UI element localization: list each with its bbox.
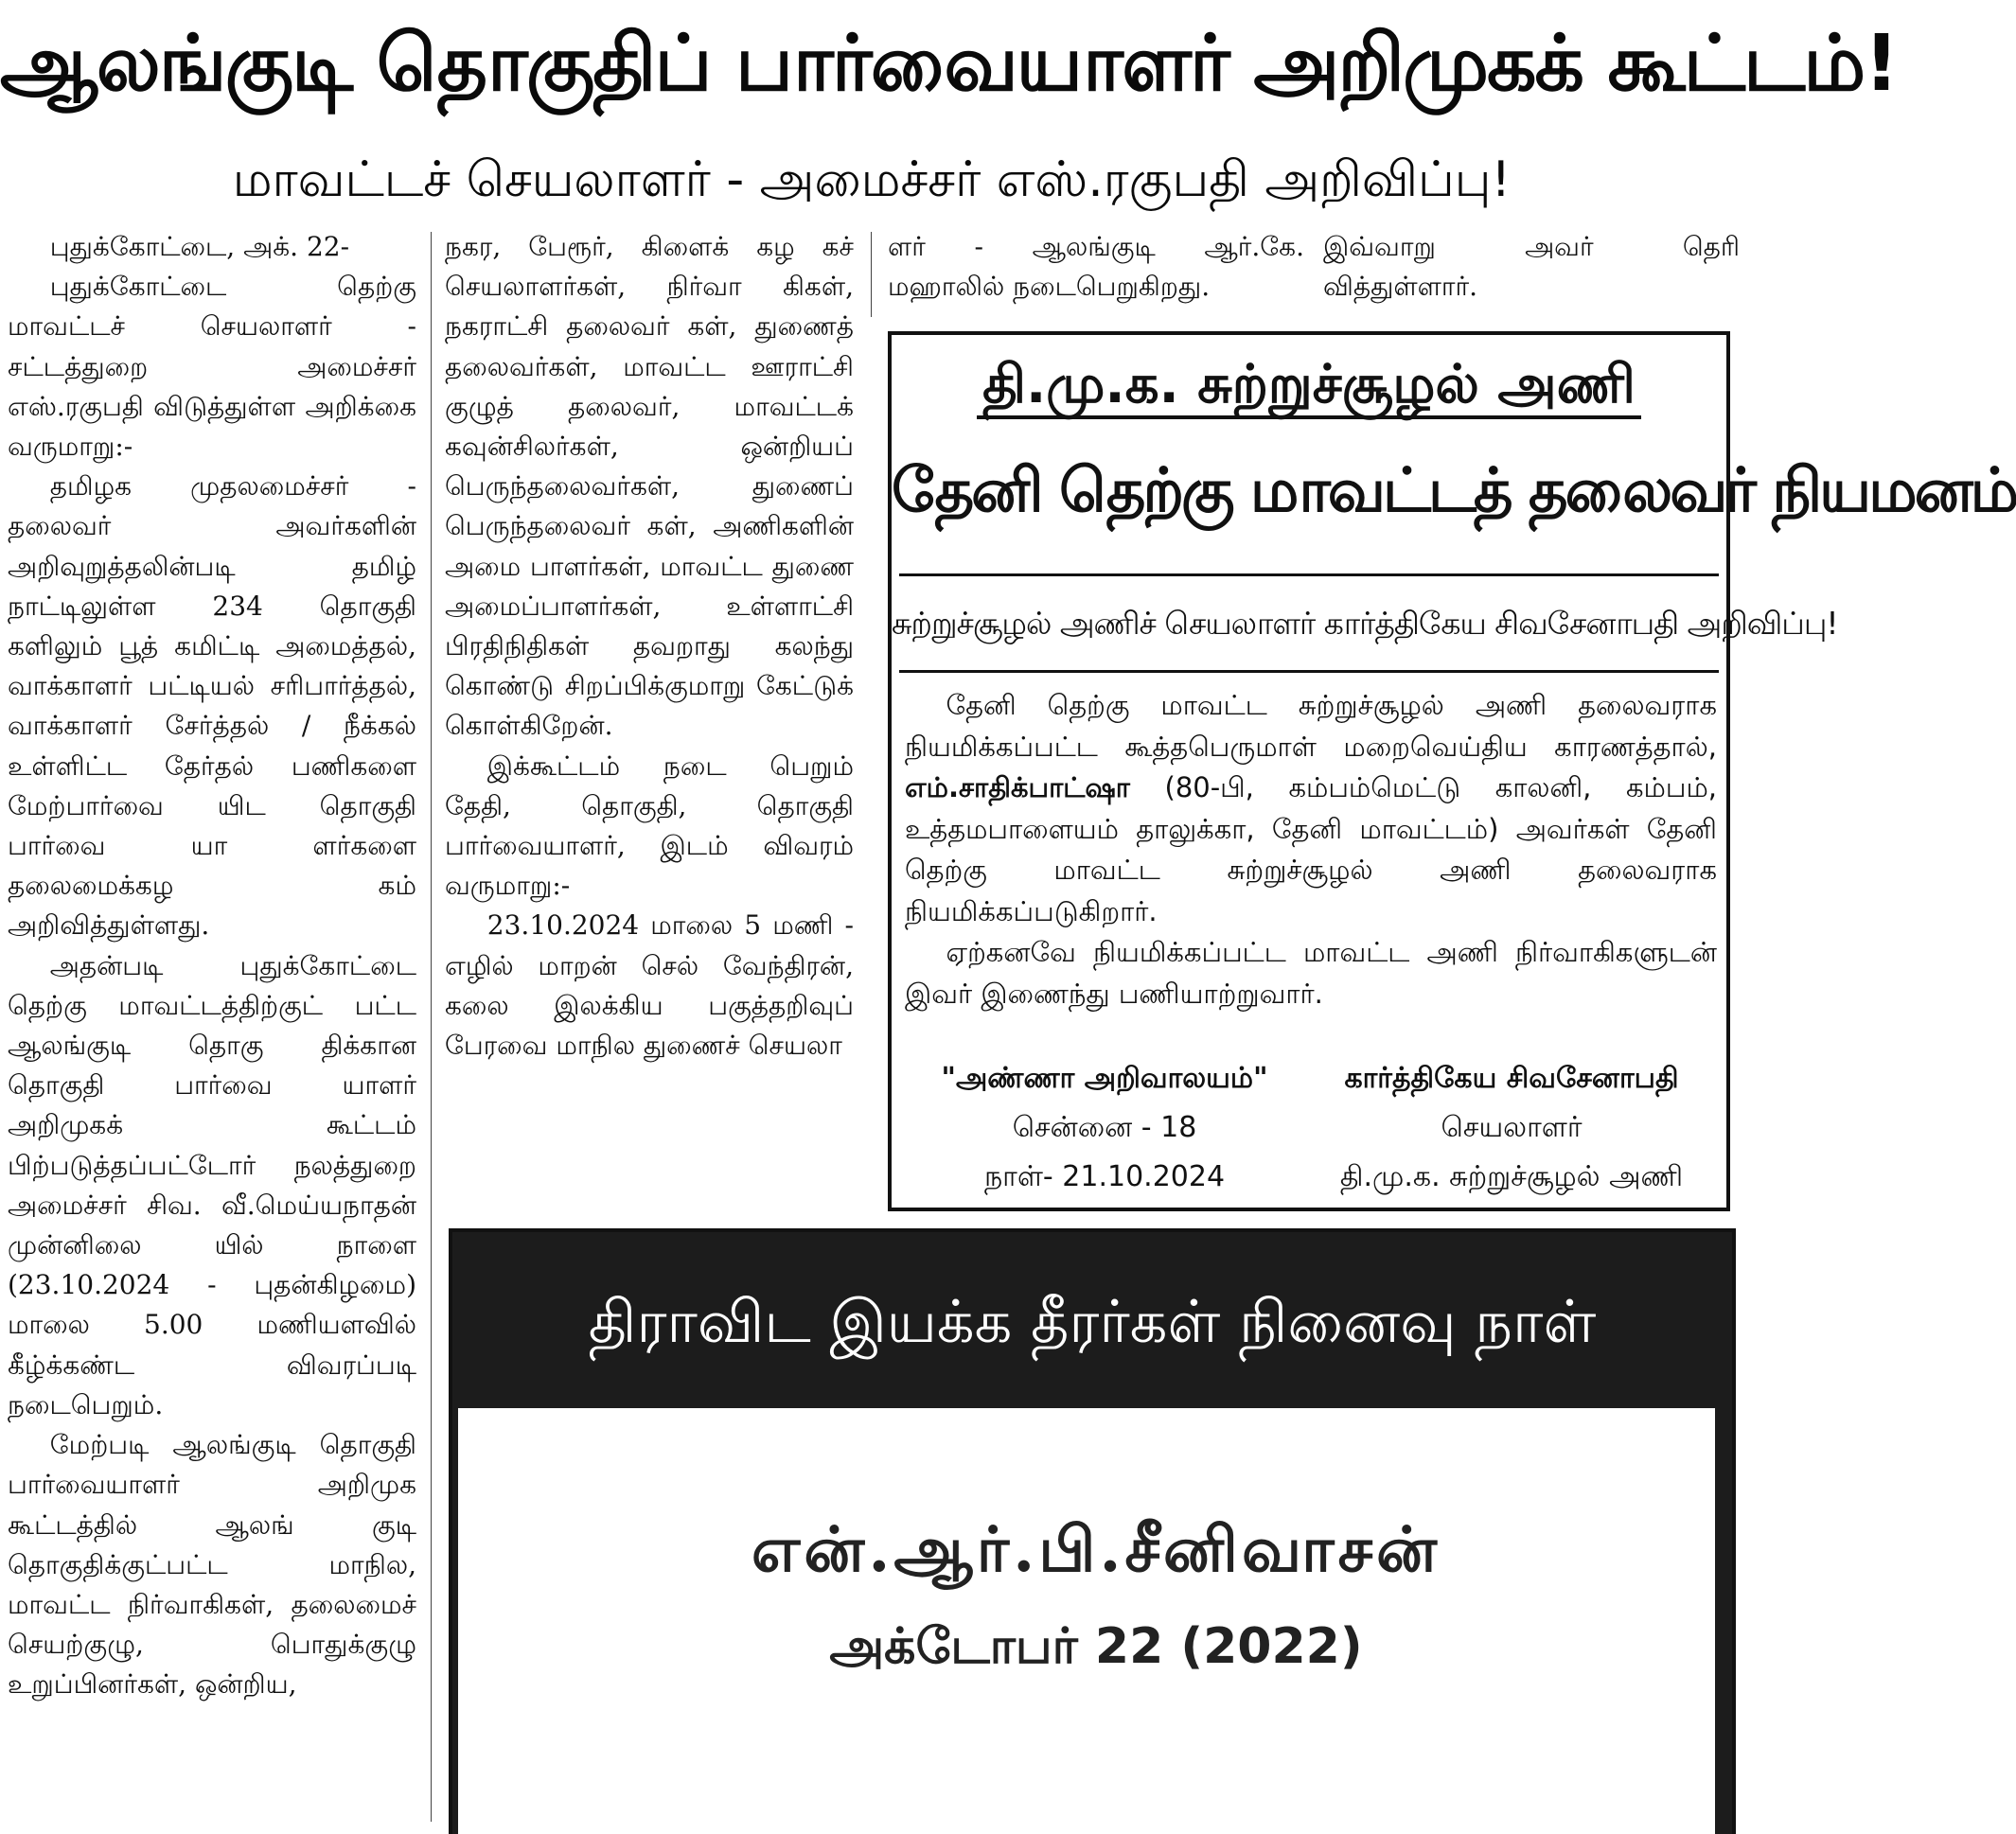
article-paragraph: இக்கூட்டம் நடை பெறும் தேதி, தொகுதி, தொகுதி பார்வையாளர், இடம் விவரம் வருமாறு:- bbox=[445, 749, 854, 902]
article-paragraph: நகர, பேரூர், கிளைக் கழ கச் செயலாளர்கள், நிர்வா கிகள், நகராட்சி தலைவர் கள், துணைத் தலைவர்கள், மாவட்ட ஊராட்சி குழுத் தலைவர், மாவட்டக் கவுன்சிலர்கள், ஒன்றியப் பெருந்தலைவர்கள், துணைப் பெருந்தலைவர் கள், அணிகளின் அமை பாளர்கள், மாவட்ட துணை அமைப்பாளர்கள், உள்ளாட்சி பிரதிநிதிகள் தவறாது கலந்து கொண்டு சிறப்பிக்குமாறு கேட்டுக் கொள்கிறேன். bbox=[445, 231, 854, 742]
place-name: "அண்ணா அறிவாலயம்" bbox=[941, 1062, 1268, 1095]
notice-divider bbox=[899, 670, 1719, 673]
subheadline: மாவட்டச் செயலாளர் - அமைச்சர் எஸ்.ரகுபதி அறிவிப்பு! bbox=[232, 151, 1512, 208]
article-dateline: புதுக்கோட்டை, அக். 22- bbox=[49, 231, 350, 262]
notice-title-text: தி.மு.க. சுற்றுச்சூழல் அணி bbox=[977, 354, 1641, 419]
notice-box bbox=[888, 331, 2016, 1211]
signatory-org: தி.மு.க. சுற்றுச்சூழல் அணி bbox=[1339, 1160, 1684, 1193]
memorial-date: அக்டோபர் 22 (2022) bbox=[829, 1618, 1363, 1675]
headline: ஆலங்குடி தொகுதிப் பார்வையாளர் அறிமுகக் கூட்டம்! bbox=[0, 19, 1898, 109]
notice-place-date bbox=[901, 1054, 1308, 1202]
memorial-banner bbox=[452, 1232, 1732, 1408]
place-city: சென்னை - 18 bbox=[1012, 1111, 1197, 1144]
article-column-3 bbox=[888, 227, 1740, 312]
notice-paragraph bbox=[905, 685, 1717, 932]
notice-divider bbox=[899, 573, 1719, 576]
article-paragraph: அதன்படி புதுக்கோட்டை தெற்கு மாவட்டத்திற்குட் பட்ட ஆலங்குடி தொகு திக்கான தொகுதி பார்வை யாளர் அறிமுகக் கூட்டம் பிற்படுத்தப்பட்டோர் நலத்துறை அமைச்சர் சிவ. வீ.மெய்யநாதன் முன்னிலை யில் நாளை (23.10.2024 - புதன்கிழமை) மாலை 5.00 மணியளவில் கீழ்க்கண்ட விவரப்படி நடைபெறும். bbox=[8, 949, 416, 1420]
notice-paragraph: ஏற்கனவே நியமிக்கப்பட்ட மாவட்ட அணி நிர்வாகிகளுடன் இவர் இணைந்து பணியாற்றுவார். bbox=[905, 936, 1717, 1010]
appointee-name: எம்.சாதிக்பாட்ஷா bbox=[905, 771, 1130, 803]
notice-subtitle: சுற்றுச்சூழல் அணிச் செயலாளர் கார்த்திகேய சிவசேனாபதி அறிவிப்பு! bbox=[892, 605, 1838, 642]
article-column-1 bbox=[8, 227, 416, 1826]
column-divider bbox=[431, 232, 432, 1822]
notice-date: நாள்- 21.10.2024 bbox=[983, 1160, 1226, 1193]
notice-body bbox=[905, 685, 1717, 1014]
column-divider bbox=[871, 232, 872, 317]
article-paragraph: இவ்வாறு அவர் தெரி வித்துள்ளார். bbox=[1323, 231, 1740, 302]
article-paragraph: மேற்படி ஆலங்குடி தொகுதி பார்வையாளர் அறிமுக கூட்டத்தில் ஆலங் குடி தொகுதிக்குட்பட்ட மாநில, மாவட்ட நிர்வாகிகள், தலைமைச் செயற்குழு, பொதுக்குழு உறுப்பினர்கள், ஒன்றிய, bbox=[8, 1429, 416, 1701]
notice-text: (80-பி, கம்பம்மெட்டு காலனி, கம்பம், உத்தமபாளையம் தாலுக்கா, தேனி மாவட்டம்) அவர்கள் தேனி தெற்கு மாவட்ட சுற்றுச்சூழல் அணி தலைவராக நியமிக்கப்படுகிறார். bbox=[905, 771, 1717, 927]
signatory-name: கார்த்திகேய சிவசேனாபதி bbox=[1344, 1062, 1679, 1095]
notice-title bbox=[892, 352, 1726, 418]
notice-signature bbox=[1308, 1054, 1715, 1202]
memorial-box bbox=[449, 1228, 1736, 1834]
article-paragraph: புதுக்கோட்டை தெற்கு மாவட்டச் செயலாளர் - சட்டத்துறை அமைச்சர் எஸ்.ரகுபதி விடுத்துள்ள அறிக்கை வருமாறு:- bbox=[8, 271, 416, 463]
signatory-title: செயலாளர் bbox=[1441, 1111, 1583, 1144]
memorial-name: என்.ஆர்.பி.சீனிவாசன் bbox=[751, 1512, 1441, 1586]
article-paragraph: 23.10.2024 மாலை 5 மணி - எழில் மாறன் செல் வேந்திரன், கலை இலக்கிய பகுத்தறிவுப் பேரவை மாநில துணைச் செயலா bbox=[445, 909, 854, 1062]
article-paragraph: ளர் - ஆலங்குடி ஆர்.கே. மஹாலில் நடைபெறுகிறது. bbox=[888, 231, 1304, 302]
article-column-2 bbox=[445, 227, 854, 1213]
article-paragraph: தமிழக முதலமைச்சர் - தலைவர் அவர்களின் அறிவுறுத்தலின்படி தமிழ் நாட்டிலுள்ள 234 தொகுதி களிலும் பூத் கமிட்டி அமைத்தல், வாக்காளர் பட்டியல் சரிபார்த்தல், வாக்காளர் சேர்த்தல் / நீக்கல் உள்ளிட்ட தேர்தல் பணிகளை மேற்பார்வை யிட தொகுதி பார்வை யா ளர்களை தலைமைக்கழ கம் அறிவித்துள்ளது. bbox=[8, 470, 416, 942]
memorial-banner-text: திராவிட இயக்க தீரர்கள் நினைவு நாள் bbox=[588, 1287, 1597, 1356]
notice-headline: தேனி தெற்கு மாவட்டத் தலைவர் நியமனம் bbox=[892, 456, 2016, 526]
notice-text: தேனி தெற்கு மாவட்ட சுற்றுச்சூழல் அணி தலைவராக நியமிக்கப்பட்ட கூத்தபெருமாள் மறைவெய்திய காரணத்தால், bbox=[905, 689, 1717, 763]
